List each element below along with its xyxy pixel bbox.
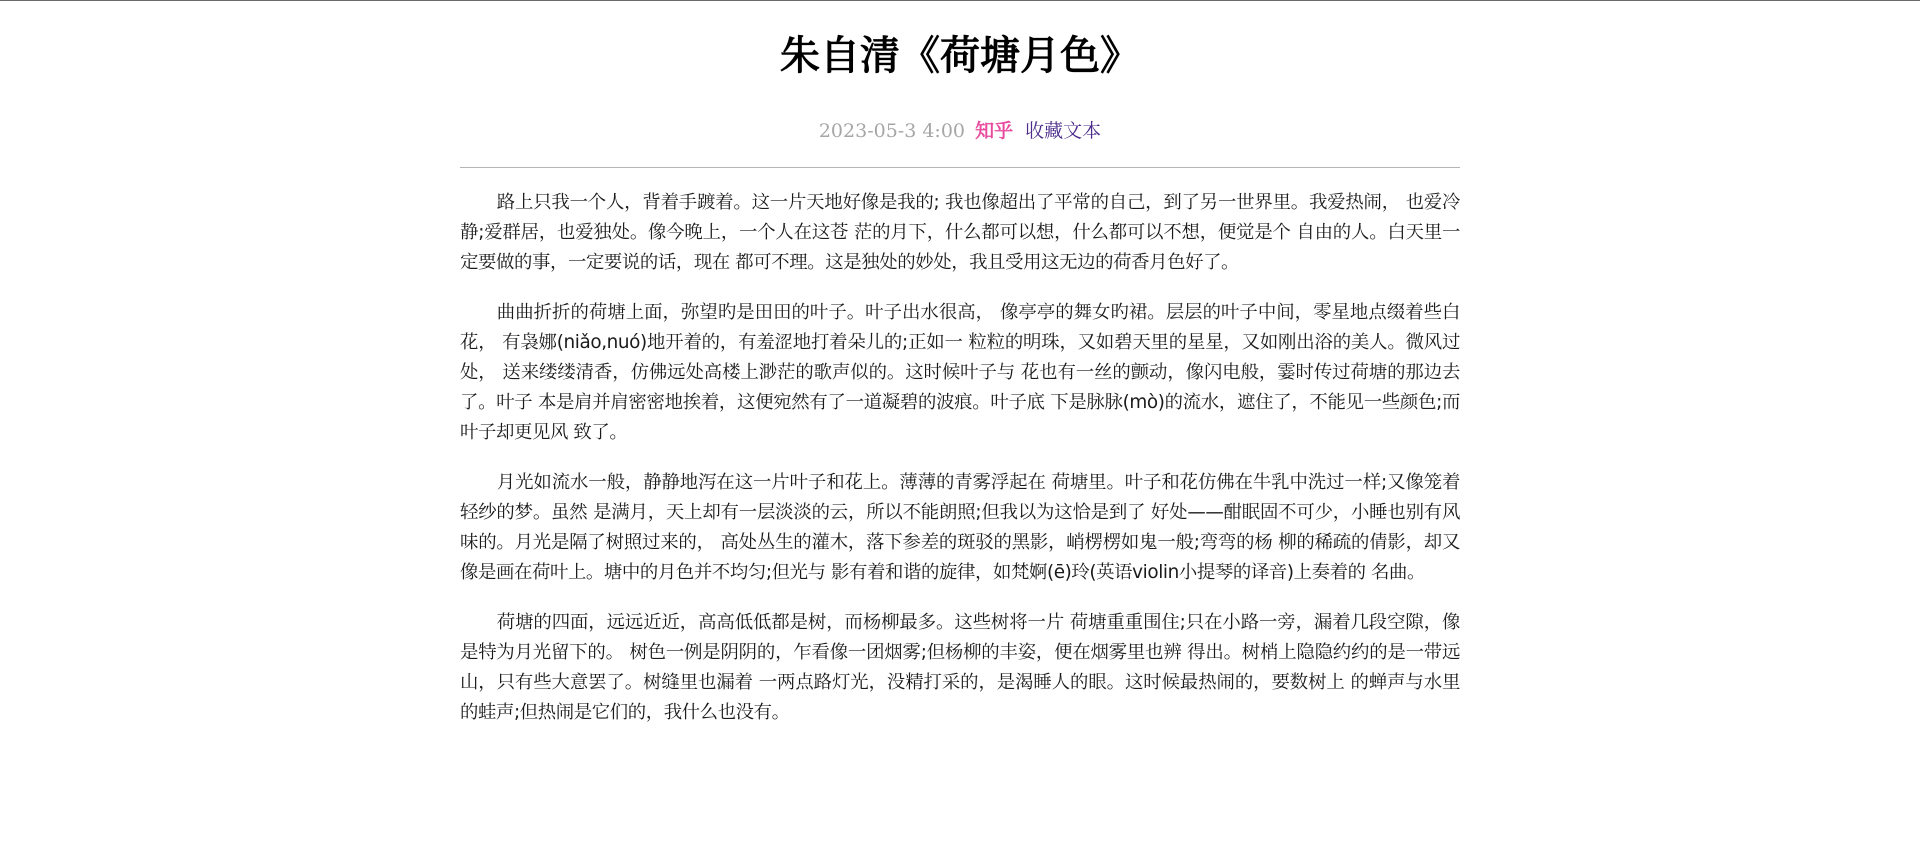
article-title: 朱自清《荷塘月色》 — [780, 33, 1140, 79]
article-meta — [460, 117, 1460, 145]
divider — [460, 167, 1460, 168]
paragraph: 曲曲折折的荷塘上面，弥望旳是田田的叶子。叶子出水很高， 像亭亭的舞女旳裙。层层的叶子中间，零星地点缀着些白花， 有袅娜(niǎo,nuó)地开着的，有羞涩地打着朵儿的;正如一 粒粒的明珠，又如碧天里的星星，又如刚出浴的美人。微风过处， 送来缕缕清香，仿佛远处高楼上渺茫的歌声似的。这时候叶子与 花也有一丝的颤动，像闪电般，霎时传过荷塘的那边去了。叶子 本是肩并肩密密地挨着，这便宛然有了一道凝碧的波痕。叶子底 下是脉脉(mò)的流水，遮住了，不能见一些颜色;而叶子却更见风 致了。 — [460, 302, 1460, 443]
paragraph: 路上只我一个人，背着手踱着。这一片天地好像是我的; 我也像超出了平常的自己，到了另一世界里。我爱热闹， 也爱冷静;爱群居，也爱独处。像今晚上，一个人在这苍 茫的月下，什么都可以想，什么都可以不想，便觉是个 自由的人。白天里一定要做的事，一定要说的话，现在 都可不理。这是独处的妙处，我且受用这无边的荷香月色好了。 — [460, 192, 1460, 273]
collect-text-link[interactable]: 收藏文本 — [1025, 120, 1102, 142]
publish-date: 2023-05-3 4:00 — [818, 120, 966, 142]
source-link[interactable]: 知乎 — [975, 120, 1014, 142]
article-page — [460, 1, 1460, 728]
paragraph: 荷塘的四面，远远近近，高高低低都是树，而杨柳最多。这些树将一片 荷塘重重围住;只在小路一旁，漏着几段空隙，像是特为月光留下的。 树色一例是阴阴的，乍看像一团烟雾;但杨柳的丰姿，便在烟雾里也辨 得出。树梢上隐隐约约的是一带远山，只有些大意罢了。树缝里也漏着 一两点路灯光，没精打采的，是渴睡人的眼。这时候最热闹的，要数树上 的蝉声与水里的蛙声;但热闹是它们的，我什么也没有。 — [460, 612, 1460, 723]
article-body — [460, 188, 1460, 728]
paragraph: 月光如流水一般，静静地泻在这一片叶子和花上。薄薄的青雾浮起在 荷塘里。叶子和花仿佛在牛乳中洗过一样;又像笼着轻纱的梦。虽然 是满月，天上却有一层淡淡的云，所以不能朗照;但我以为这恰是到了 好处——酣眠固不可少，小睡也别有风味的。月光是隔了树照过来的， 高处丛生的灌木，落下参差的斑驳的黑影，峭楞楞如鬼一般;弯弯的杨 柳的稀疏的倩影，却又像是画在荷叶上。塘中的月色并不均匀;但光与 影有着和谐的旋律，如梵婀(ē)玲(英语violin小提琴的译音)上奏着的 名曲。 — [460, 472, 1460, 583]
